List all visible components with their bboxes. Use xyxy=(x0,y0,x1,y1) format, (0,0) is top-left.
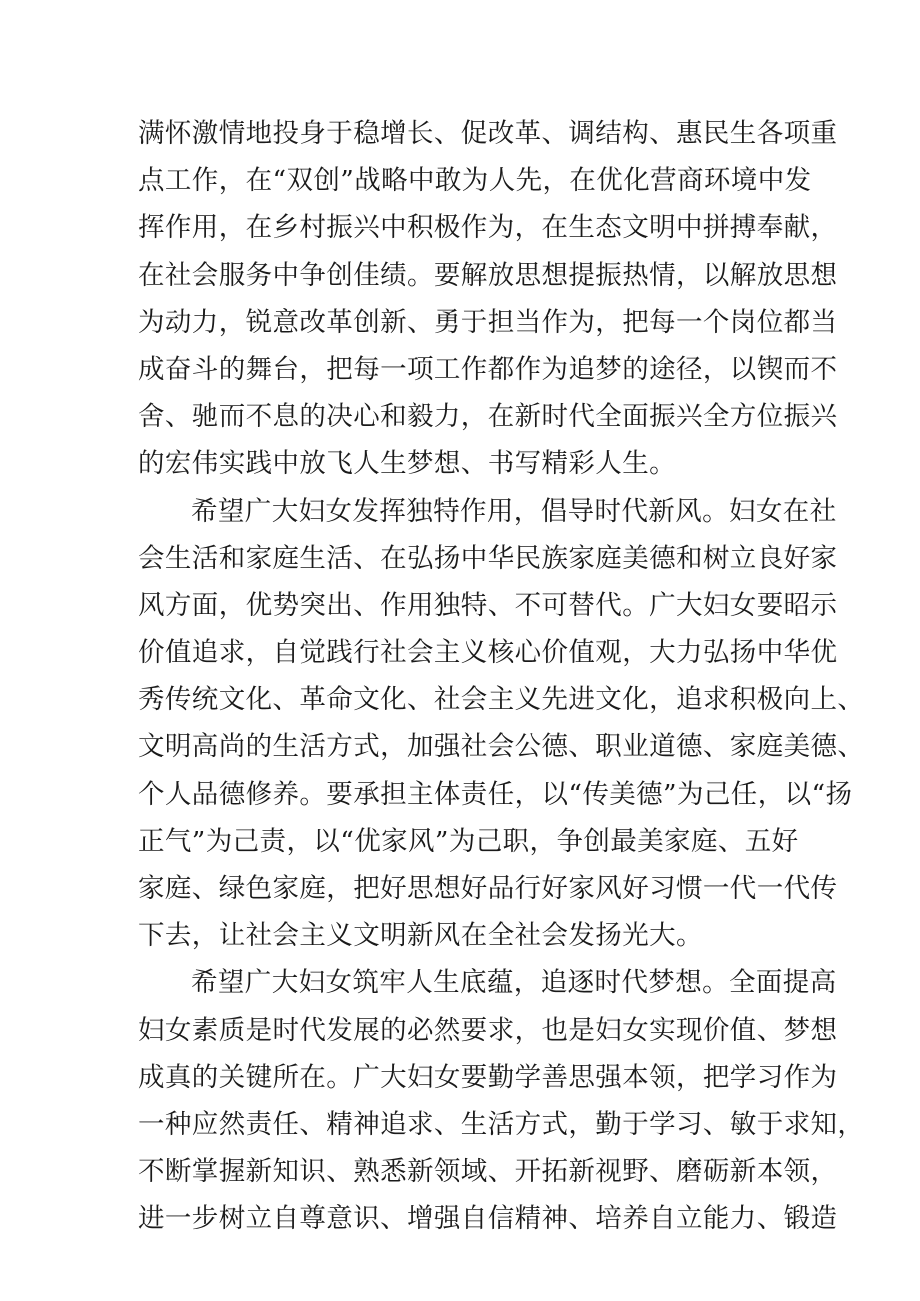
text-line: 希望广大妇女筑牢人生底蕴，追逐时代梦想。全面提高 xyxy=(191,967,837,999)
text-line: 的宏伟实践中放飞人生梦想、书写精彩人生。 xyxy=(138,448,676,480)
text-line: 家庭、绿色家庭，把好思想好品行好家风好习惯一代一代传 xyxy=(138,873,838,904)
text-line: 价值追求，自觉践行社会主义核心价值观，大力弘扬中华优 xyxy=(138,637,838,669)
paragraph xyxy=(138,110,838,488)
body-text xyxy=(138,110,865,1243)
text-line: 希望广大妇女发挥独特作用，倡导时代新风。妇女在社 xyxy=(191,495,837,527)
paragraph xyxy=(138,959,865,1242)
text-line: 会生活和家庭生活、在弘扬中华民族家庭美德和树立良好家 xyxy=(138,542,838,574)
text-line: 舍、驰而不息的决心和毅力，在新时代全面振兴全方位振兴 xyxy=(138,401,838,433)
text-line: 个人品德修养。要承担主体责任，以“传美德”为己任，以“扬 xyxy=(138,778,853,810)
text-line: 进一步树立自尊意识、增强自信精神、培养自立能力、锻造 xyxy=(138,1203,838,1235)
text-line: 为动力，锐意改革创新、勇于担当作为，把每一个岗位都当 xyxy=(138,306,838,338)
text-line: 满怀激情地投身于稳增长、促改革、调结构、惠民生各项重 xyxy=(138,118,838,149)
text-line: 一种应然责任、精神追求、生活方式，勤于学习、敏于求知， xyxy=(138,1108,865,1140)
text-line: 成奋斗的舞台，把每一项工作都作为追梦的途径，以锲而不 xyxy=(138,353,838,385)
text-line: 风方面，优势突出、作用独特、不可替代。广大妇女要昭示 xyxy=(138,589,838,621)
text-line: 下去，让社会主义文明新风在全社会发扬光大。 xyxy=(138,920,703,952)
paragraph xyxy=(138,488,865,960)
text-line: 挥作用，在乡村振兴中积极作为，在生态文明中拼搏奉献， xyxy=(138,212,838,244)
text-line: 成真的关键所在。广大妇女要勤学善思强本领，把学习作为 xyxy=(138,1061,838,1093)
text-line: 文明高尚的生活方式，加强社会公德、职业道德、家庭美德、 xyxy=(138,731,865,763)
text-line: 妇女素质是时代发展的必然要求，也是妇女实现价值、梦想 xyxy=(138,1014,838,1046)
text-line: 秀传统文化、革命文化、社会主义先进文化，追求积极向上、 xyxy=(138,684,865,716)
text-line: 不断掌握新知识、熟悉新领域、开拓新视野、磨砺新本领， xyxy=(138,1156,838,1188)
text-line: 点工作，在“双创”战略中敢为人先，在优化营商环境中发 xyxy=(138,165,812,197)
text-line: 在社会服务中争创佳绩。要解放思想提振热情，以解放思想 xyxy=(138,259,838,291)
text-line: 正气”为己责，以“优家风”为己职，争创最美家庭、五好 xyxy=(138,825,799,857)
